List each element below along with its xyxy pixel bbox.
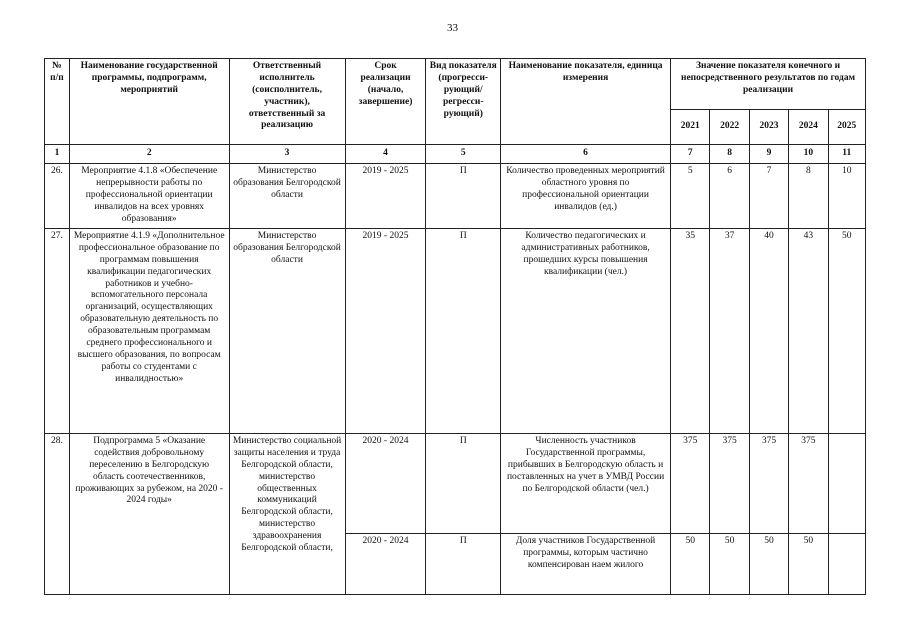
column-number: 11 xyxy=(828,145,865,164)
column-number: 8 xyxy=(710,145,749,164)
row-value: 37 xyxy=(710,229,749,434)
column-number: 5 xyxy=(426,145,501,164)
row-value: 50 xyxy=(749,534,788,595)
row-value: 6 xyxy=(710,164,749,229)
row-executor: Министерство социальной защиты населения и труда Белгородской области, министерство общественных коммуникаций Белгородской области, министерство здравоохранения Белгородской области, xyxy=(229,434,345,595)
row-period: 2020 - 2024 xyxy=(345,434,426,534)
row-name: Подпрограмма 5 «Оказание содействия добровольному переселению в Белгородскую область соотечественников, проживающих за рубежом, на 2020 - 2024 годы» xyxy=(69,434,229,595)
row-value: 43 xyxy=(789,229,828,434)
row-period: 2019 - 2025 xyxy=(345,164,426,229)
header-year: 2021 xyxy=(671,110,710,145)
row-name: Мероприятие 4.1.9 «Дополнительное профессиональное образование по программам повышения квалификации педагогических работников и учебно-вспомогательного персонала организаций, осуществляющих образовательную деятельность по образовательным программам среднего профессионального и высшего образования, по вопросам работы со студентами с инвалидностью» xyxy=(69,229,229,434)
row-value: 375 xyxy=(749,434,788,534)
row-value: 50 xyxy=(789,534,828,595)
row-number: 27. xyxy=(45,229,70,434)
column-number: 7 xyxy=(671,145,710,164)
row-period: 2020 - 2024 xyxy=(345,534,426,595)
header-year: 2024 xyxy=(789,110,828,145)
header-num: № п/п xyxy=(45,59,70,145)
row-value: 40 xyxy=(749,229,788,434)
table-row xyxy=(45,434,866,534)
row-type: П xyxy=(426,229,501,434)
header-type: Вид показателя (прогресси-рующий/ регресси-рующий) xyxy=(426,59,501,145)
row-name: Мероприятие 4.1.8 «Обеспечение непрерывности работы по профессиональной ориентации инвалидов на всех уровнях образования» xyxy=(69,164,229,229)
indicators-table xyxy=(44,58,866,595)
header-year: 2022 xyxy=(710,110,749,145)
table-row xyxy=(45,229,866,434)
column-number: 9 xyxy=(749,145,788,164)
column-number: 2 xyxy=(69,145,229,164)
table-row xyxy=(45,164,866,229)
row-number: 26. xyxy=(45,164,70,229)
row-indicator: Численность участников Государственной программы, прибывших в Белгородскую область и поставленных на учет в УМВД России по Белгородской области (чел.) xyxy=(501,434,671,534)
row-indicator: Количество проведенных мероприятий областного уровня по профессиональной ориентации инвалидов (ед.) xyxy=(501,164,671,229)
column-number: 1 xyxy=(45,145,70,164)
row-type: П xyxy=(426,164,501,229)
row-type: П xyxy=(426,434,501,534)
header-row xyxy=(45,59,866,110)
row-period: 2019 - 2025 xyxy=(345,229,426,434)
row-value: 50 xyxy=(828,229,865,434)
page-number: 33 xyxy=(447,22,458,34)
column-number: 10 xyxy=(789,145,828,164)
row-executor: Министерство образования Белгородской области xyxy=(229,164,345,229)
row-value: 10 xyxy=(828,164,865,229)
row-value: 8 xyxy=(789,164,828,229)
column-number: 4 xyxy=(345,145,426,164)
column-numbers-row xyxy=(45,145,866,164)
row-value xyxy=(828,534,865,595)
row-value: 35 xyxy=(671,229,710,434)
row-value: 375 xyxy=(671,434,710,534)
row-value: 50 xyxy=(710,534,749,595)
header-year: 2023 xyxy=(749,110,788,145)
row-value: 375 xyxy=(789,434,828,534)
row-indicator: Количество педагогических и административных работников, прошедших курсы повышения квалификации (чел.) xyxy=(501,229,671,434)
header-indicator: Наименование показателя, единица измерения xyxy=(501,59,671,145)
row-value xyxy=(828,434,865,534)
row-value: 7 xyxy=(749,164,788,229)
row-type: П xyxy=(426,534,501,595)
row-value: 50 xyxy=(671,534,710,595)
column-number: 3 xyxy=(229,145,345,164)
row-number: 28. xyxy=(45,434,70,595)
row-executor: Министерство образования Белгородской области xyxy=(229,229,345,434)
row-value: 5 xyxy=(671,164,710,229)
header-period: Срок реализации (начало, завершение) xyxy=(345,59,426,145)
row-indicator: Доля участников Государственной программы, которым частично компенсирован наем жилого xyxy=(501,534,671,595)
header-name: Наименование государственной программы, подпрограмм, мероприятий xyxy=(69,59,229,145)
column-number: 6 xyxy=(501,145,671,164)
row-value: 375 xyxy=(710,434,749,534)
header-values-group: Значение показателя конечного и непосредственного результатов по годам реализации xyxy=(671,59,866,110)
header-year: 2025 xyxy=(828,110,865,145)
header-executor: Ответственный исполнитель (соисполнитель, участник), ответственный за реализацию xyxy=(229,59,345,145)
